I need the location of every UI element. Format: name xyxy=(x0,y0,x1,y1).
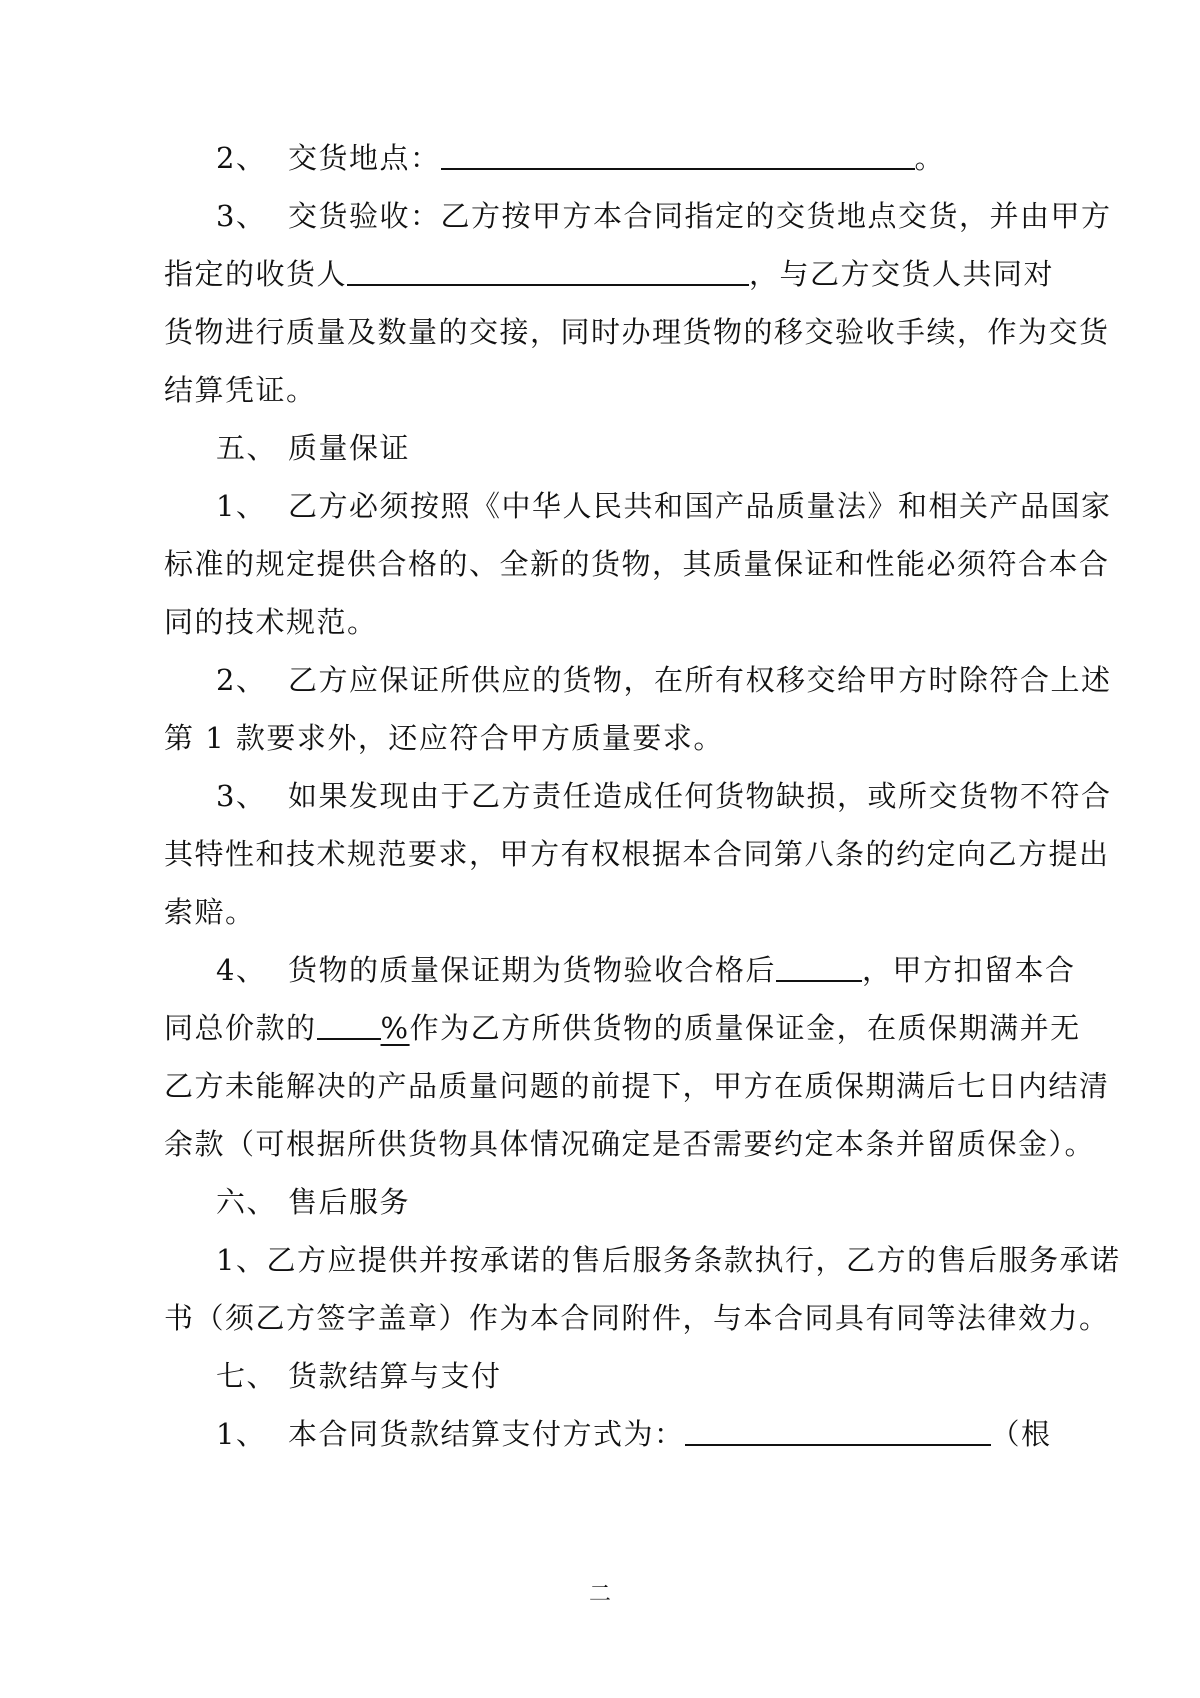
item-number: 2、 xyxy=(216,141,267,175)
blank-field-deposit-percent xyxy=(317,1012,381,1040)
paragraph-line: 指定的收货人 ，与乙方交货人共同对 xyxy=(164,257,1055,291)
item-delivery-acceptance xyxy=(216,196,1112,236)
paragraph-line: 标准的规定提供合格的、全新的货物，其质量保证和性能必须符合本合 xyxy=(164,547,1110,581)
section-heading-after-sales: 六、 售后服务 xyxy=(216,1185,411,1219)
blank-field-consignee xyxy=(347,258,749,286)
item-quality-2: 2、 乙方应保证所供应的货物，在所有权移交给甲方时除符合上述 xyxy=(216,663,1112,697)
paragraph-line: 货物进行质量及数量的交接，同时办理货物的移交验收手续，作为交货 xyxy=(164,315,1110,349)
paragraph-text: 交货验收：乙方按甲方本合同指定的交货地点交货，并由甲方 xyxy=(288,199,1112,233)
blank-field-warranty-period xyxy=(776,954,862,982)
paragraph-line: 索赔。 xyxy=(164,895,256,929)
item-label: 交货地点： xyxy=(288,141,441,175)
paragraph-line: 同的技术规范。 xyxy=(164,605,378,639)
item-payment-1: 1、 本合同货款结算支付方式为： （根 xyxy=(216,1417,1052,1451)
item-quality-4: 4、 货物的质量保证期为货物验收合格后 ，甲方扣留本合 xyxy=(216,953,1076,987)
section-title: 货款结算与支付 xyxy=(288,1359,502,1393)
item-after-sales-1: 1、乙方应提供并按承诺的售后服务条款执行，乙方的售后服务承诺 xyxy=(216,1243,1121,1277)
paragraph-line: 其特性和技术规范要求，甲方有权根据本合同第八条的约定向乙方提出 xyxy=(164,837,1110,871)
blank-field-payment-method xyxy=(685,1418,991,1446)
item-number: 3、 xyxy=(216,199,267,233)
paragraph-line: 乙方未能解决的产品质量问题的前提下，甲方在质保期满后七日内结清 xyxy=(164,1069,1110,1103)
paragraph-line: 结算凭证。 xyxy=(164,373,317,407)
page-number: 二 xyxy=(588,1582,611,1607)
paragraph-line: 第 1 款要求外，还应符合甲方质量要求。 xyxy=(164,721,724,755)
section-heading-payment: 七、 货款结算与支付 xyxy=(216,1359,502,1393)
section-title: 售后服务 xyxy=(288,1185,411,1219)
item-quality-3: 3、 如果发现由于乙方责任造成任何货物缺损，或所交货物不符合 xyxy=(216,779,1112,813)
section-heading-quality: 五、 质量保证 xyxy=(216,431,411,465)
section-title: 质量保证 xyxy=(288,431,411,465)
blank-field-delivery-location xyxy=(441,142,915,170)
paragraph-line: 书（须乙方签字盖章）作为本合同附件，与本合同具有同等法律效力。 xyxy=(164,1301,1110,1335)
item-delivery-location: 2、 交货地点： 。 xyxy=(216,138,1050,178)
item-quality-1: 1、 乙方必须按照《中华人民共和国产品质量法》和相关产品国家 xyxy=(216,489,1112,523)
paragraph-line: 余款（可根据所供货物具体情况确定是否需要约定本条并留质保金）。 xyxy=(164,1127,1096,1161)
paragraph-line: 同总价款的 %作为乙方所供货物的质量保证金，在质保期满并无 xyxy=(164,1011,1081,1045)
